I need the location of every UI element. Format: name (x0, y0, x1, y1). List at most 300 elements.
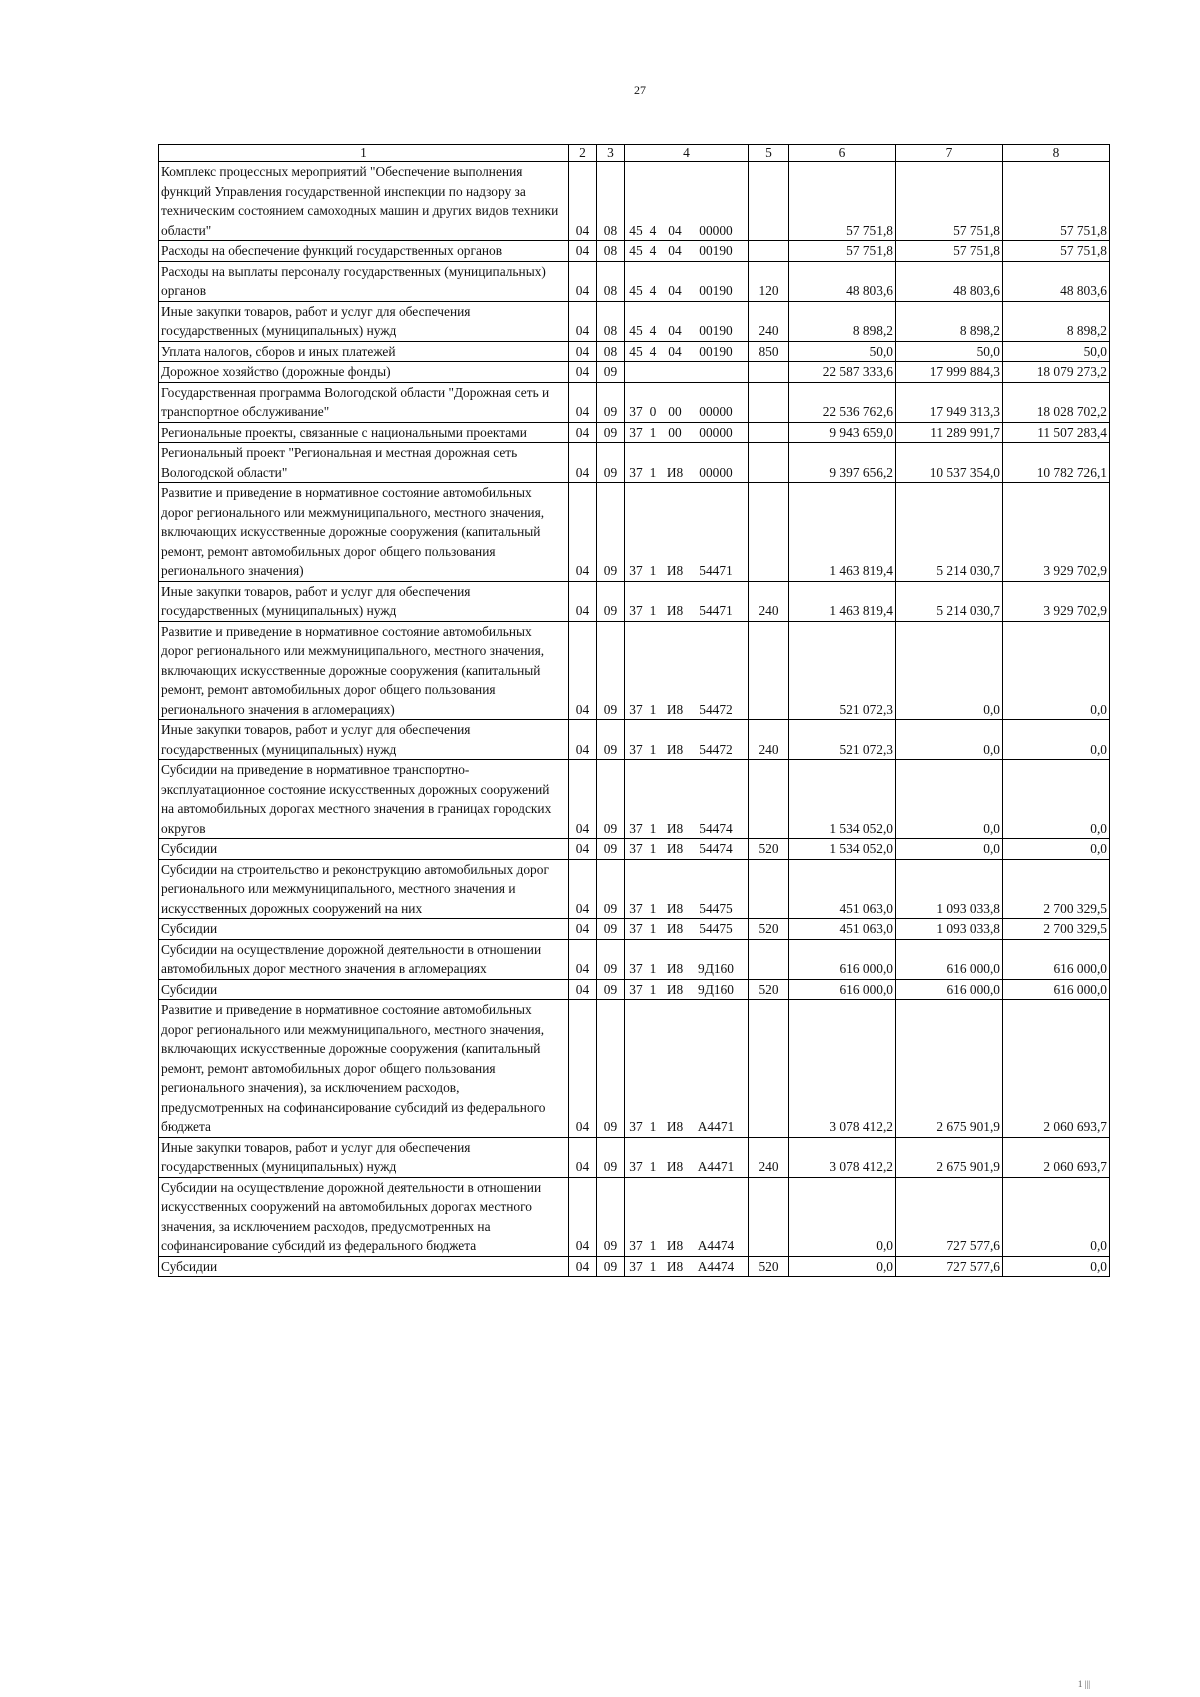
direction-code: 9Д160 (698, 961, 734, 976)
target-article-cell (625, 443, 749, 483)
expense-type-cell (749, 760, 789, 839)
program-code: 37 (629, 701, 643, 717)
project-code: И8 (666, 563, 684, 578)
table-header-row (159, 145, 1110, 162)
subprogram-code: 1 (649, 841, 657, 856)
amount-year3-cell: 50,0 (1003, 341, 1110, 362)
program-code: 45 (629, 283, 643, 298)
amount-year1-cell: 1 534 052,0 (789, 760, 896, 839)
program-code: 37 (629, 961, 643, 976)
section-code-cell: 04 (569, 919, 597, 940)
amount-year3-cell: 48 803,6 (1003, 261, 1110, 301)
table-row (159, 760, 1110, 839)
amount-year2-cell: 2 675 901,9 (896, 1000, 1003, 1138)
target-article-cell (625, 1256, 749, 1277)
expense-name-cell: Иные закупки товаров, работ и услуг для обеспечения государственных (муниципальных) нужд (159, 301, 569, 341)
direction-code: А4474 (697, 1238, 735, 1253)
project-code: И8 (666, 921, 684, 936)
amount-year1-cell: 9 943 659,0 (789, 422, 896, 443)
expense-name-cell: Расходы на обеспечение функций государственных органов (159, 241, 569, 262)
program-code: 37 (629, 900, 643, 916)
amount-year1-cell: 616 000,0 (789, 979, 896, 1000)
expense-name-cell: Развитие и приведение в нормативное состояние автомобильных дорог регионального или межмуниципального, местного значения, включающих искусственные дорожные сооружения (капитальный ремонт, ремонт автомобильных дорог общего пользования регионального значения), за исключением расходов, предусмотренных на софинансирование субсидий из федерального бюджета (159, 1000, 569, 1138)
amount-year2-cell: 57 751,8 (896, 241, 1003, 262)
table-row (159, 382, 1110, 422)
subsection-code-cell: 08 (597, 261, 625, 301)
amount-year3-cell: 0,0 (1003, 760, 1110, 839)
amount-year2-cell: 10 537 354,0 (896, 443, 1003, 483)
section-code-cell: 04 (569, 839, 597, 860)
expense-type-cell: 520 (749, 839, 789, 860)
project-code: 04 (668, 222, 682, 238)
section-code-cell: 04 (569, 979, 597, 1000)
amount-year3-cell: 57 751,8 (1003, 241, 1110, 262)
section-code-cell: 04 (569, 261, 597, 301)
amount-year2-cell: 50,0 (896, 341, 1003, 362)
expense-type-cell: 240 (749, 720, 789, 760)
project-code: И8 (666, 1119, 684, 1134)
subprogram-code: 1 (649, 464, 657, 480)
direction-code: 54474 (699, 841, 733, 856)
subsection-code-cell: 09 (597, 859, 625, 919)
amount-year1-cell: 521 072,3 (789, 720, 896, 760)
amount-year1-cell: 9 397 656,2 (789, 443, 896, 483)
project-code: 04 (668, 343, 682, 359)
subprogram-code: 1 (649, 424, 657, 440)
amount-year2-cell: 0,0 (896, 720, 1003, 760)
project-code: И8 (666, 1258, 684, 1274)
subprogram-code: 0 (649, 404, 657, 419)
project-code: И8 (666, 820, 684, 836)
expense-type-cell: 520 (749, 1256, 789, 1277)
program-code: 37 (629, 841, 643, 856)
column-header: 6 (789, 145, 896, 162)
expense-name-cell: Субсидии (159, 919, 569, 940)
expense-type-cell: 520 (749, 979, 789, 1000)
section-code-cell: 04 (569, 422, 597, 443)
subprogram-code: 4 (649, 343, 657, 359)
amount-year3-cell: 2 060 693,7 (1003, 1000, 1110, 1138)
amount-year1-cell: 0,0 (789, 1256, 896, 1277)
project-code: 04 (668, 323, 682, 338)
amount-year2-cell: 616 000,0 (896, 979, 1003, 1000)
subprogram-code: 1 (649, 900, 657, 916)
amount-year3-cell: 0,0 (1003, 720, 1110, 760)
expense-type-cell (749, 422, 789, 443)
expense-type-cell: 850 (749, 341, 789, 362)
project-code: И8 (666, 701, 684, 717)
direction-code: 9Д160 (698, 981, 734, 997)
section-code-cell: 04 (569, 483, 597, 582)
amount-year3-cell: 0,0 (1003, 1177, 1110, 1256)
subprogram-code: 1 (649, 563, 657, 578)
expense-type-cell: 240 (749, 581, 789, 621)
target-article-cell (625, 1177, 749, 1256)
direction-code: А4471 (697, 1159, 735, 1174)
subsection-code-cell: 09 (597, 483, 625, 582)
amount-year1-cell: 1 463 819,4 (789, 483, 896, 582)
table-row (159, 422, 1110, 443)
section-code-cell: 04 (569, 1000, 597, 1138)
program-code: 37 (629, 981, 643, 997)
amount-year1-cell: 451 063,0 (789, 859, 896, 919)
section-code-cell: 04 (569, 443, 597, 483)
column-header: 1 (159, 145, 569, 162)
amount-year2-cell: 0,0 (896, 839, 1003, 860)
expense-type-cell: 240 (749, 301, 789, 341)
expense-name-cell: Субсидии (159, 979, 569, 1000)
amount-year2-cell: 5 214 030,7 (896, 581, 1003, 621)
subsection-code-cell: 09 (597, 382, 625, 422)
subprogram-code: 1 (649, 921, 657, 936)
project-code: 04 (668, 243, 682, 258)
program-code: 37 (629, 1238, 643, 1253)
section-code-cell: 04 (569, 939, 597, 979)
amount-year3-cell: 3 929 702,9 (1003, 581, 1110, 621)
project-code: И8 (666, 741, 684, 757)
expense-name-cell: Уплата налогов, сборов и иных платежей (159, 341, 569, 362)
amount-year3-cell: 2 700 329,5 (1003, 919, 1110, 940)
subprogram-code: 1 (649, 1238, 657, 1253)
amount-year3-cell: 18 028 702,2 (1003, 382, 1110, 422)
amount-year1-cell: 0,0 (789, 1177, 896, 1256)
project-code: И8 (666, 464, 684, 480)
project-code: И8 (666, 1159, 684, 1174)
budget-table (158, 144, 1110, 1277)
project-code: И8 (666, 1238, 684, 1253)
expense-name-cell: Дорожное хозяйство (дорожные фонды) (159, 362, 569, 383)
direction-code: 54475 (699, 900, 733, 916)
project-code: 00 (668, 424, 682, 440)
program-code: 37 (629, 1119, 643, 1134)
column-header: 2 (569, 145, 597, 162)
target-article-cell (625, 483, 749, 582)
expense-name-cell: Развитие и приведение в нормативное состояние автомобильных дорог регионального или межмуниципального, местного значения, включающих искусственные дорожные сооружения (капитальный ремонт, ремонт автомобильных дорог общего пользования регионального значения) (159, 483, 569, 582)
expense-type-cell: 240 (749, 1137, 789, 1177)
table-row (159, 443, 1110, 483)
amount-year2-cell: 8 898,2 (896, 301, 1003, 341)
section-code-cell: 04 (569, 162, 597, 241)
expense-name-cell: Субсидии на осуществление дорожной деятельности в отношении искусственных сооружений на автомобильных дорогах местного значения, за исключением расходов, предусмотренных на софинансирование субсидий из федерального бюджета (159, 1177, 569, 1256)
target-article-cell (625, 1137, 749, 1177)
target-article-cell (625, 979, 749, 1000)
target-article-cell (625, 301, 749, 341)
subsection-code-cell: 09 (597, 443, 625, 483)
table-row (159, 483, 1110, 582)
amount-year2-cell: 2 675 901,9 (896, 1137, 1003, 1177)
program-code: 45 (629, 243, 643, 258)
amount-year1-cell: 8 898,2 (789, 301, 896, 341)
table-row (159, 919, 1110, 940)
table-row (159, 341, 1110, 362)
amount-year1-cell: 50,0 (789, 341, 896, 362)
subsection-code-cell: 09 (597, 939, 625, 979)
program-code: 37 (629, 404, 643, 419)
direction-code: А4471 (697, 1119, 735, 1134)
scan-marks: 1 ||| (1077, 1679, 1090, 1689)
target-article-cell (625, 839, 749, 860)
subprogram-code: 1 (649, 981, 657, 997)
expense-type-cell (749, 443, 789, 483)
amount-year2-cell: 0,0 (896, 760, 1003, 839)
table-row (159, 1177, 1110, 1256)
program-code: 45 (629, 222, 643, 238)
subsection-code-cell: 09 (597, 919, 625, 940)
section-code-cell: 04 (569, 1137, 597, 1177)
section-code-cell: 04 (569, 859, 597, 919)
direction-code: 00000 (699, 222, 733, 238)
subsection-code-cell: 09 (597, 1137, 625, 1177)
expense-name-cell: Комплекс процессных мероприятий "Обеспечение выполнения функций Управления государственной инспекции по надзору за техническим состоянием самоходных машин и других видов техники области" (159, 162, 569, 241)
table-row (159, 621, 1110, 720)
project-code: И8 (666, 981, 684, 997)
subprogram-code: 1 (649, 603, 657, 618)
subsection-code-cell: 09 (597, 1000, 625, 1138)
table-row (159, 301, 1110, 341)
amount-year1-cell: 57 751,8 (789, 241, 896, 262)
section-code-cell: 04 (569, 362, 597, 383)
subprogram-code: 1 (649, 701, 657, 717)
amount-year3-cell: 2 700 329,5 (1003, 859, 1110, 919)
direction-code: 00190 (699, 243, 733, 258)
expense-name-cell: Иные закупки товаров, работ и услуг для обеспечения государственных (муниципальных) нужд (159, 1137, 569, 1177)
direction-code: 54471 (699, 603, 733, 618)
expense-name-cell: Развитие и приведение в нормативное состояние автомобильных дорог регионального или межмуниципального, местного значения, включающих искусственные дорожные сооружения (капитальный ремонт, ремонт автомобильных дорог общего пользования регионального значения в агломерациях) (159, 621, 569, 720)
expense-name-cell: Расходы на выплаты персоналу государственных (муниципальных) органов (159, 261, 569, 301)
project-code: И8 (666, 961, 684, 976)
expense-type-cell (749, 859, 789, 919)
target-article-cell (625, 581, 749, 621)
expense-name-cell: Субсидии на осуществление дорожной деятельности в отношении автомобильных дорог местного значения в агломерациях (159, 939, 569, 979)
amount-year2-cell: 1 093 033,8 (896, 919, 1003, 940)
section-code-cell: 04 (569, 760, 597, 839)
table-row (159, 859, 1110, 919)
amount-year2-cell: 48 803,6 (896, 261, 1003, 301)
target-article-cell (625, 341, 749, 362)
program-code: 37 (629, 921, 643, 936)
expense-name-cell: Региональные проекты, связанные с национальными проектами (159, 422, 569, 443)
amount-year1-cell: 48 803,6 (789, 261, 896, 301)
target-article-cell (625, 720, 749, 760)
column-header: 8 (1003, 145, 1110, 162)
amount-year1-cell: 3 078 412,2 (789, 1000, 896, 1138)
amount-year3-cell: 11 507 283,4 (1003, 422, 1110, 443)
expense-name-cell: Иные закупки товаров, работ и услуг для обеспечения государственных (муниципальных) нужд (159, 581, 569, 621)
amount-year1-cell: 521 072,3 (789, 621, 896, 720)
amount-year3-cell: 57 751,8 (1003, 162, 1110, 241)
expense-type-cell: 520 (749, 919, 789, 940)
subsection-code-cell: 08 (597, 162, 625, 241)
section-code-cell: 04 (569, 1256, 597, 1277)
subsection-code-cell: 09 (597, 839, 625, 860)
target-article-cell (625, 939, 749, 979)
direction-code: 54471 (699, 563, 733, 578)
amount-year2-cell: 727 577,6 (896, 1177, 1003, 1256)
expense-type-cell (749, 162, 789, 241)
amount-year1-cell: 451 063,0 (789, 919, 896, 940)
project-code: И8 (666, 841, 684, 856)
section-code-cell: 04 (569, 720, 597, 760)
table-row (159, 581, 1110, 621)
table-row (159, 261, 1110, 301)
program-code: 37 (629, 741, 643, 757)
amount-year3-cell: 616 000,0 (1003, 979, 1110, 1000)
target-article-cell (625, 261, 749, 301)
table-row (159, 241, 1110, 262)
table-row (159, 839, 1110, 860)
section-code-cell: 04 (569, 301, 597, 341)
project-code: 00 (668, 404, 682, 419)
subprogram-code: 1 (649, 961, 657, 976)
amount-year3-cell: 0,0 (1003, 621, 1110, 720)
direction-code: 00190 (699, 323, 733, 338)
program-code: 37 (629, 424, 643, 440)
program-code: 37 (629, 464, 643, 480)
section-code-cell: 04 (569, 382, 597, 422)
target-article-cell (625, 241, 749, 262)
direction-code: А4474 (697, 1258, 735, 1274)
expense-type-cell (749, 362, 789, 383)
subsection-code-cell: 08 (597, 341, 625, 362)
page-number: 27 (634, 83, 646, 97)
subsection-code-cell: 09 (597, 720, 625, 760)
table-row (159, 162, 1110, 241)
expense-type-cell (749, 483, 789, 582)
expense-name-cell: Субсидии (159, 839, 569, 860)
subprogram-code: 1 (649, 741, 657, 757)
direction-code: 00190 (699, 343, 733, 359)
column-header: 5 (749, 145, 789, 162)
subsection-code-cell: 09 (597, 1256, 625, 1277)
subprogram-code: 1 (649, 1258, 657, 1274)
amount-year2-cell: 727 577,6 (896, 1256, 1003, 1277)
amount-year3-cell: 18 079 273,2 (1003, 362, 1110, 383)
section-code-cell: 04 (569, 1177, 597, 1256)
target-article-cell (625, 382, 749, 422)
subprogram-code: 1 (649, 1159, 657, 1174)
amount-year2-cell: 57 751,8 (896, 162, 1003, 241)
target-article-cell (625, 362, 749, 383)
direction-code: 54475 (699, 921, 733, 936)
subsection-code-cell: 09 (597, 979, 625, 1000)
amount-year1-cell: 616 000,0 (789, 939, 896, 979)
direction-code: 54472 (699, 701, 733, 717)
project-code: 04 (668, 283, 682, 298)
section-code-cell: 04 (569, 241, 597, 262)
table-row (159, 1256, 1110, 1277)
column-header: 7 (896, 145, 1003, 162)
amount-year2-cell: 1 093 033,8 (896, 859, 1003, 919)
expense-name-cell: Государственная программа Вологодской области "Дорожная сеть и транспортное обслуживание" (159, 382, 569, 422)
expense-type-cell (749, 1000, 789, 1138)
program-code: 37 (629, 603, 643, 618)
section-code-cell: 04 (569, 621, 597, 720)
target-article-cell (625, 162, 749, 241)
program-code: 45 (629, 343, 643, 359)
expense-type-cell (749, 939, 789, 979)
target-article-cell (625, 859, 749, 919)
target-article-cell (625, 422, 749, 443)
amount-year2-cell: 17 949 313,3 (896, 382, 1003, 422)
program-code: 37 (629, 1159, 643, 1174)
target-article-cell (625, 919, 749, 940)
target-article-cell (625, 1000, 749, 1138)
direction-code: 54474 (699, 820, 733, 836)
direction-code: 00190 (699, 283, 733, 298)
subprogram-code: 1 (649, 1119, 657, 1134)
subsection-code-cell: 08 (597, 301, 625, 341)
direction-code: 00000 (699, 424, 733, 440)
amount-year3-cell: 0,0 (1003, 1256, 1110, 1277)
subprogram-code: 1 (649, 820, 657, 836)
expense-name-cell: Субсидии (159, 1256, 569, 1277)
amount-year1-cell: 1 534 052,0 (789, 839, 896, 860)
expense-name-cell: Региональный проект "Региональная и местная дорожная сеть Вологодской области" (159, 443, 569, 483)
subprogram-code: 4 (649, 222, 657, 238)
program-code: 37 (629, 1258, 643, 1274)
expense-name-cell: Иные закупки товаров, работ и услуг для обеспечения государственных (муниципальных) нужд (159, 720, 569, 760)
amount-year1-cell: 57 751,8 (789, 162, 896, 241)
table-row (159, 939, 1110, 979)
amount-year3-cell: 0,0 (1003, 839, 1110, 860)
subsection-code-cell: 08 (597, 241, 625, 262)
subsection-code-cell: 09 (597, 760, 625, 839)
expense-type-cell (749, 241, 789, 262)
subprogram-code: 4 (649, 323, 657, 338)
amount-year3-cell: 3 929 702,9 (1003, 483, 1110, 582)
subsection-code-cell: 09 (597, 422, 625, 443)
table-row (159, 1137, 1110, 1177)
target-article-cell (625, 621, 749, 720)
subprogram-code: 4 (649, 243, 657, 258)
direction-code: 00000 (699, 404, 733, 419)
project-code: И8 (666, 900, 684, 916)
direction-code: 00000 (699, 464, 733, 480)
expense-type-cell: 120 (749, 261, 789, 301)
table-row (159, 979, 1110, 1000)
amount-year2-cell: 616 000,0 (896, 939, 1003, 979)
subsection-code-cell: 09 (597, 621, 625, 720)
direction-code: 54472 (699, 741, 733, 757)
program-code: 37 (629, 820, 643, 836)
table-row (159, 720, 1110, 760)
target-article-cell (625, 760, 749, 839)
program-code: 45 (629, 323, 643, 338)
amount-year1-cell: 22 536 762,6 (789, 382, 896, 422)
amount-year3-cell: 8 898,2 (1003, 301, 1110, 341)
amount-year1-cell: 3 078 412,2 (789, 1137, 896, 1177)
column-header: 4 (625, 145, 749, 162)
amount-year2-cell: 0,0 (896, 621, 1003, 720)
amount-year1-cell: 22 587 333,6 (789, 362, 896, 383)
program-code: 37 (629, 563, 643, 578)
subsection-code-cell: 09 (597, 581, 625, 621)
subsection-code-cell: 09 (597, 362, 625, 383)
section-code-cell: 04 (569, 341, 597, 362)
subprogram-code: 4 (649, 283, 657, 298)
table-row (159, 362, 1110, 383)
amount-year3-cell: 616 000,0 (1003, 939, 1110, 979)
section-code-cell: 04 (569, 581, 597, 621)
amount-year3-cell: 10 782 726,1 (1003, 443, 1110, 483)
expense-type-cell (749, 621, 789, 720)
expense-name-cell: Субсидии на приведение в нормативное транспортно-эксплуатационное состояние искусственных дорожных сооружений на автомобильных дорогах местного значения в границах городских округов (159, 760, 569, 839)
subsection-code-cell: 09 (597, 1177, 625, 1256)
amount-year1-cell: 1 463 819,4 (789, 581, 896, 621)
expense-type-cell (749, 382, 789, 422)
amount-year2-cell: 5 214 030,7 (896, 483, 1003, 582)
expense-type-cell (749, 1177, 789, 1256)
